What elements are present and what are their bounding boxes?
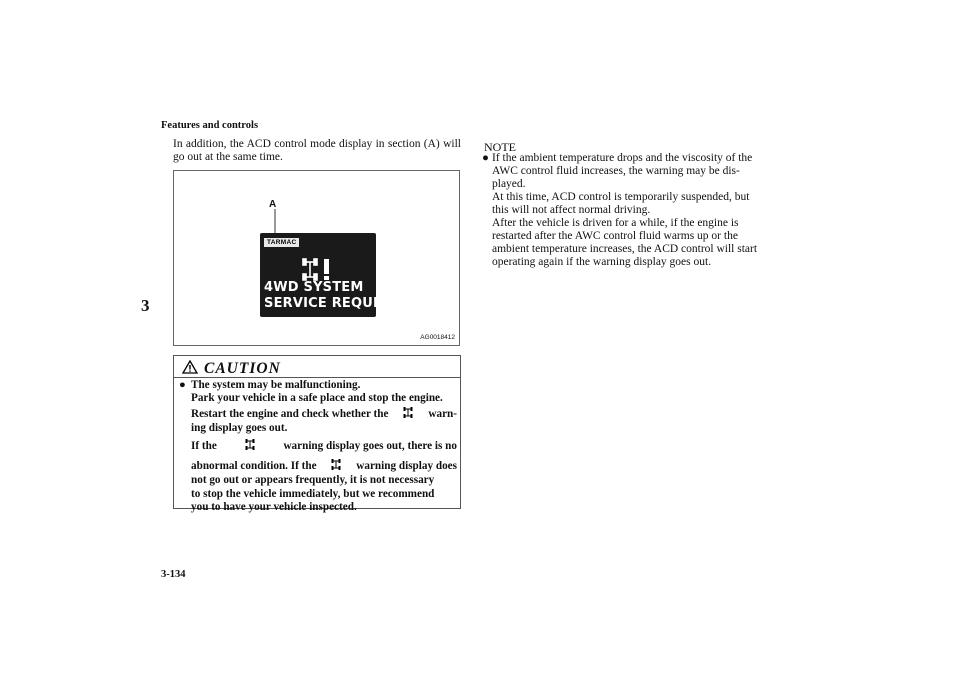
note-line: operating again if the warning display goes out. xyxy=(492,256,712,268)
multi-info-screen xyxy=(260,233,409,317)
caution-line: to stop the vehicle immediately, but we recommend xyxy=(191,487,435,500)
note-heading: NOTE xyxy=(484,140,516,154)
section-header: Features and controls xyxy=(161,120,259,131)
bullet-icon: ● xyxy=(482,152,489,164)
caution-divider xyxy=(174,377,460,378)
caution-line: you to have your vehicle inspected. xyxy=(191,501,357,514)
caution-line: Restart the engine and check whether the xyxy=(191,407,389,420)
caution-line: ing display goes out. xyxy=(191,421,288,434)
display-illustration xyxy=(173,170,460,346)
note-line: AWC control fluid increases, the warning may be dis- xyxy=(492,165,740,177)
caution-line: Park your vehicle in a safe place and stop the engine. xyxy=(191,392,443,405)
note-line: restarted after the AWC control fluid warms up or the xyxy=(492,230,738,242)
caution-line: The system may be malfunctioning. xyxy=(191,379,361,391)
4wd-warning-icon xyxy=(302,258,336,282)
figure-code: AG0018412 xyxy=(420,334,455,341)
note-line: If the ambient temperature drops and the viscosity of the xyxy=(492,152,753,164)
note-line: At this time, ACD control is temporarily suspended, but xyxy=(492,191,750,203)
note-line: played. xyxy=(492,178,526,190)
tarmac-mode-badge: TARMAC xyxy=(264,238,299,247)
caution-title: CAUTION xyxy=(204,360,281,377)
warning-triangle-icon xyxy=(182,360,198,374)
4wd-warning-icon xyxy=(403,406,413,419)
caution-line: If the xyxy=(191,440,217,453)
bullet-icon: ● xyxy=(179,379,186,391)
page-number: 3-134 xyxy=(161,569,186,580)
section-a-label: A xyxy=(269,199,277,210)
4wd-warning-icon xyxy=(245,438,255,451)
note-text xyxy=(482,152,771,269)
4wd-warning-icon xyxy=(331,458,341,471)
caution-line: warning display goes out, there is no xyxy=(283,440,457,453)
screen-text-line-2: SERVICE REQUIRED xyxy=(264,296,409,311)
screen-text-line-1: 4WD SYSTEM xyxy=(264,280,364,295)
caution-line: warning display does xyxy=(356,460,457,473)
caution-line: not go out or appears frequently, it is not necessary xyxy=(191,474,435,487)
caution-box xyxy=(173,355,461,514)
note-line: After the vehicle is driven for a while, if the engine is xyxy=(492,217,739,229)
chapter-tab-number: 3 xyxy=(141,296,150,315)
note-line: ambient temperature increases, the ACD control will start xyxy=(492,243,758,255)
note-line: this will not affect normal driving. xyxy=(492,204,651,216)
caution-line: abnormal condition. If the xyxy=(191,460,317,473)
caution-line: warn- xyxy=(428,407,457,420)
caution-text xyxy=(179,379,457,514)
intro-paragraph: In addition, the ACD control mode display in section (A) will go out at the same time. xyxy=(173,138,461,163)
